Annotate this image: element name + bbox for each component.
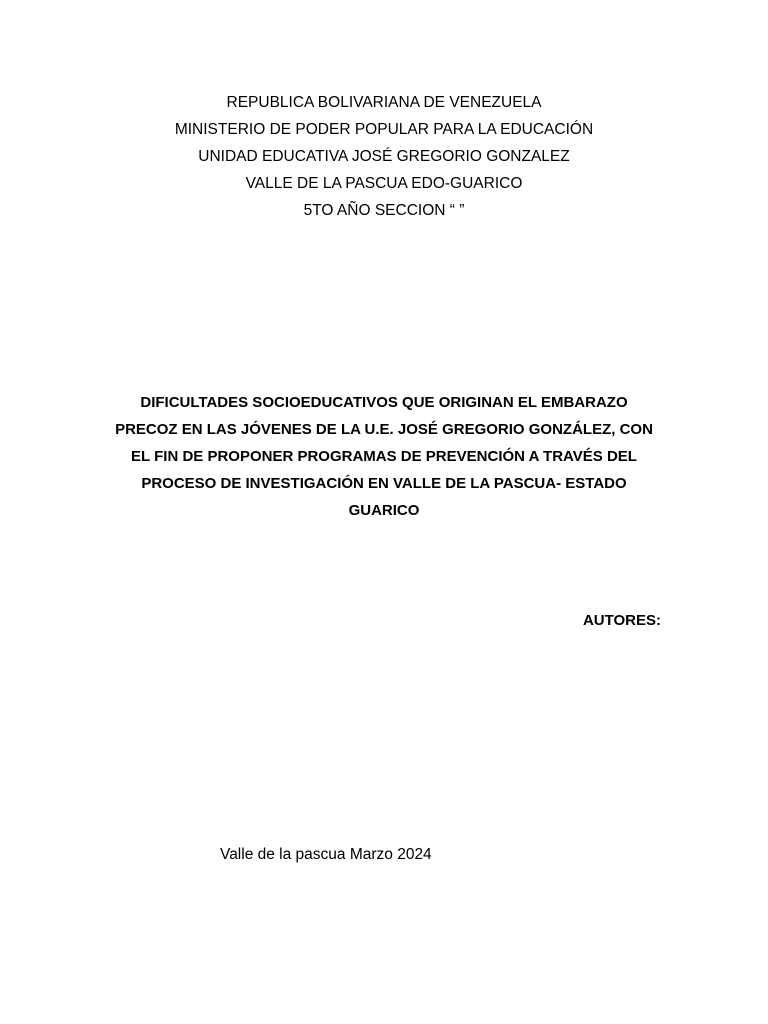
institution-header <box>0 89 768 224</box>
header-section-line: 5TO AÑO SECCION “ ” <box>303 202 465 219</box>
header-school-line: UNIDAD EDUCATIVA JOSÉ GREGORIO GONZALEZ <box>198 148 570 165</box>
header-ministry-line: MINISTERIO DE PODER POPULAR PARA LA EDUCACIÓN <box>174 121 594 138</box>
header-location-line: VALLE DE LA PASCUA EDO-GUARICO <box>245 175 523 192</box>
place-date: Valle de la pascua Marzo 2024 <box>220 846 432 863</box>
title-line-4: PROCESO DE INVESTIGACIÓN EN VALLE DE LA PASCUA- ESTADO <box>141 475 627 492</box>
header-country-line: REPUBLICA BOLIVARIANA DE VENEZUELA <box>226 94 542 111</box>
document-title <box>104 389 664 524</box>
authors-label: AUTORES: <box>582 612 661 629</box>
title-line-1: DIFICULTADES SOCIOEDUCATIVOS QUE ORIGINAN EL EMBARAZO <box>140 394 628 411</box>
title-line-5: GUARICO <box>348 502 420 519</box>
title-line-2: PRECOZ EN LAS JÓVENES DE LA U.E. JOSÉ GREGORIO GONZÁLEZ, CON <box>115 421 653 438</box>
title-line-3: EL FIN DE PROPONER PROGRAMAS DE PREVENCIÓN A TRAVÉS DEL <box>131 448 637 465</box>
